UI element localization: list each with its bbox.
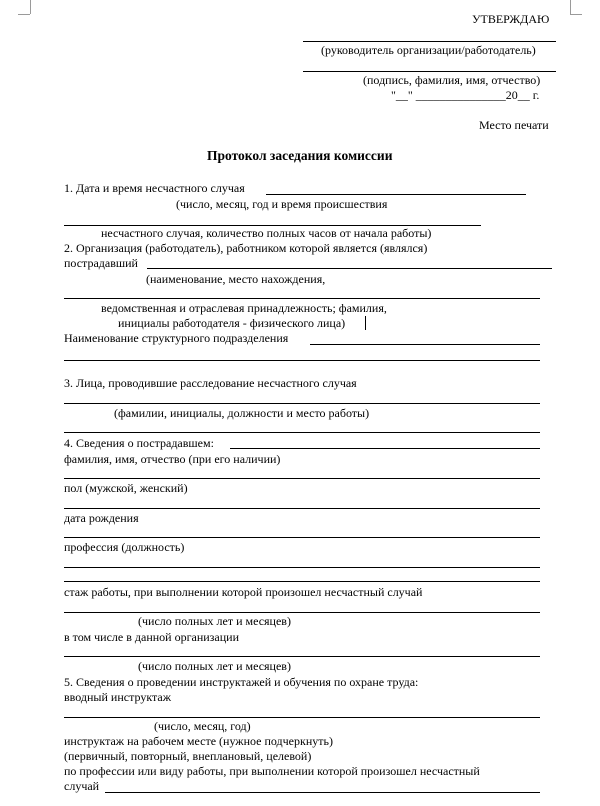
s4-exp-label: стаж работы, при выполнении которой произошел несчастный случай <box>64 585 423 599</box>
crop-mark <box>18 14 30 15</box>
s3-caption: (фамилии, инициалы, должности и место работы) <box>114 406 370 420</box>
s5-prof-label: по профессии или виду работы, при выполнении которой произошел несчастный <box>64 764 480 778</box>
s1-caption-b: несчастного случая, количество полных часов от начала работы) <box>101 226 432 240</box>
s4-birth-label: дата рождения <box>64 511 139 525</box>
s4-org-blank <box>64 656 540 657</box>
s4-blank <box>230 448 540 449</box>
page-title: Протокол заседания комиссии <box>207 148 393 163</box>
crop-mark <box>570 14 582 15</box>
s4-prof-blank-2 <box>64 581 540 582</box>
s5-kinds: (первичный, повторный, внеплановый, целевой) <box>64 749 312 763</box>
head-caption: (руководитель организации/работодатель) <box>321 43 536 57</box>
text-cursor <box>365 316 366 330</box>
s4-fio-blank <box>64 478 540 479</box>
s4-org-caption: (число полных лет и месяцев) <box>138 659 291 673</box>
head-signature-line <box>303 41 556 42</box>
s2-unit-blank-2 <box>64 360 540 361</box>
s4-exp-blank <box>64 612 540 613</box>
s2-unit-label: Наименование структурного подразделения <box>64 331 289 345</box>
s5-intro-caption: (число, месяц, год) <box>154 719 251 733</box>
s2-blank-2 <box>64 298 540 299</box>
s4-label: 4. Сведения о пострадавшем: <box>64 436 214 450</box>
s5-intro-blank <box>64 717 540 718</box>
signature-caption: (подпись, фамилия, имя, отчество) <box>363 73 541 87</box>
s4-birth-blank <box>64 537 540 538</box>
s4-fio-label: фамилия, имя, отчество (при его наличии) <box>64 452 281 466</box>
s1-caption-a: (число, месяц, год и время происшествия <box>176 197 388 211</box>
s5-intro-label: вводный инструктаж <box>64 690 171 704</box>
crop-mark <box>570 0 571 14</box>
s2-caption-b: ведомственная и отраслевая принадлежность; фамилия, <box>101 301 387 315</box>
s3-blank-2 <box>64 432 540 433</box>
s2-label-b: пострадавший <box>64 256 138 270</box>
s5-work-label: инструктаж на рабочем месте (нужное подчеркнуть) <box>64 734 333 748</box>
s5-label: 5. Сведения о проведении инструктажей и обучения по охране труда: <box>64 675 419 689</box>
crop-mark <box>30 0 31 14</box>
s2-caption-c: инициалы работодателя - физического лица) <box>118 316 346 330</box>
s2-caption-a: (наименование, место нахождения, <box>146 272 326 286</box>
s2-label-a: 2. Организация (работодатель), работником которой является (являлся) <box>64 241 428 255</box>
s5-case-blank <box>105 792 540 793</box>
s4-sex-blank <box>64 508 540 509</box>
s5-case-label: случай <box>64 779 100 793</box>
s4-sex-label: пол (мужской, женский) <box>64 481 188 495</box>
signature-line <box>303 71 556 72</box>
s1-label: 1. Дата и время несчастного случая <box>64 181 245 195</box>
s2-unit-blank <box>310 344 540 345</box>
s3-label: 3. Лица, проводившие расследование несчастного случая <box>64 376 357 390</box>
s4-prof-blank <box>64 567 540 568</box>
s4-prof-label: профессия (должность) <box>64 540 185 554</box>
s1-blank <box>266 194 526 195</box>
stamp-place: Место печати <box>479 118 549 132</box>
approve-heading: УТВЕРЖДАЮ <box>472 12 550 26</box>
s4-org-label: в том числе в данной организации <box>64 630 240 644</box>
approval-date: "__" _______________20__ г. <box>391 88 540 102</box>
s2-blank <box>147 268 552 269</box>
s3-blank <box>64 403 540 404</box>
s4-exp-caption: (число полных лет и месяцев) <box>138 614 291 628</box>
